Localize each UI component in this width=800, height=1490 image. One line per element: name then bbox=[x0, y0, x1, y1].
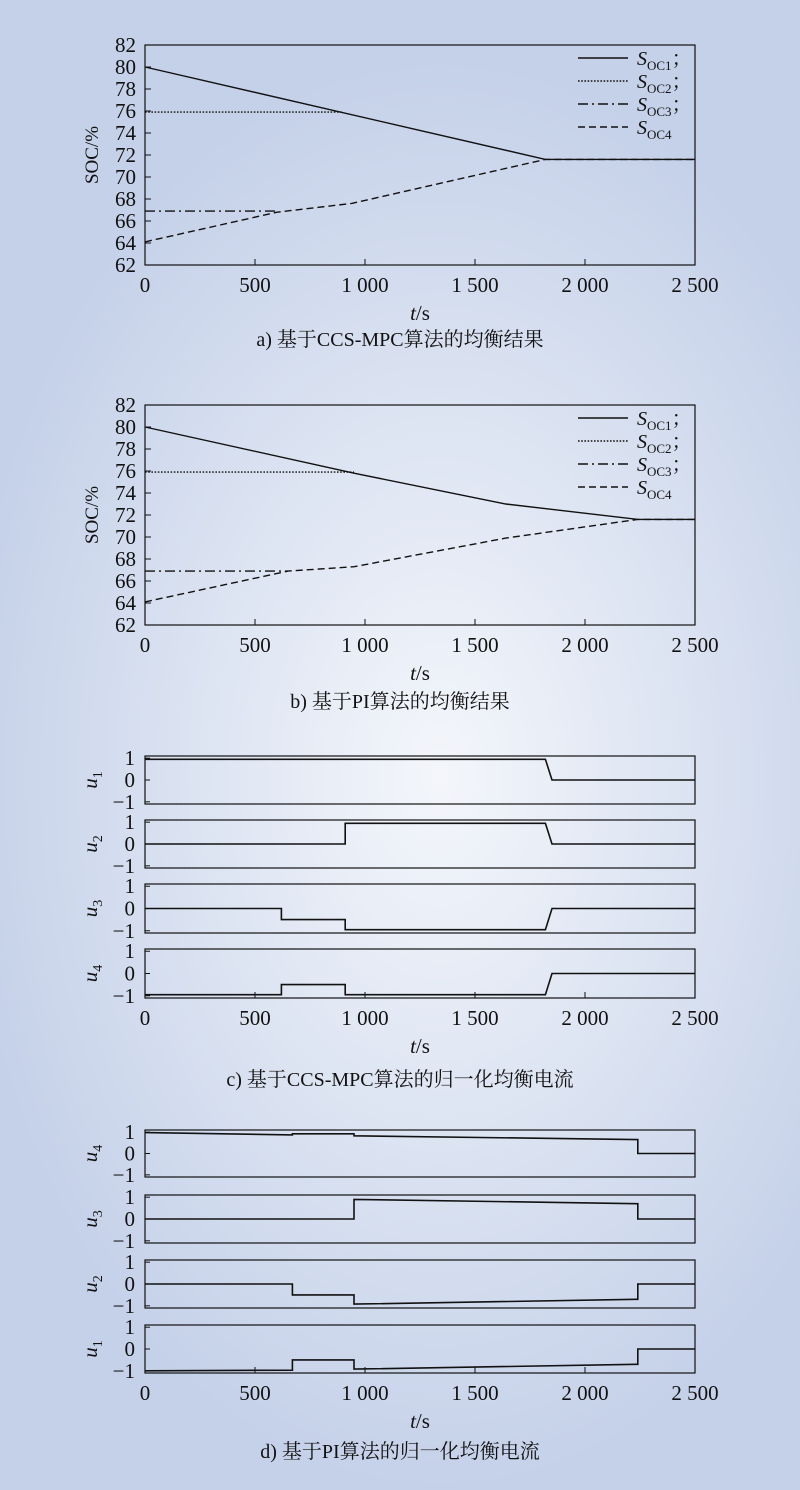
y-tick-label: 1 bbox=[124, 1250, 135, 1275]
y-tick-label: 66 bbox=[115, 569, 136, 593]
series-line-oc1 bbox=[145, 67, 695, 159]
current-line bbox=[145, 909, 695, 930]
y-tick-label: 1 bbox=[124, 939, 135, 964]
current-panel-2 bbox=[78, 746, 695, 1091]
y-tick-label: 68 bbox=[115, 187, 136, 211]
legend-label: $S_{OC1}$； bbox=[637, 48, 692, 73]
y-tick-label: 0 bbox=[124, 896, 135, 921]
y-tick-label: 1 bbox=[124, 1120, 135, 1145]
x-tick-label: 0 bbox=[139, 1381, 151, 1405]
series-line-oc4 bbox=[145, 159, 695, 242]
y-tick-label: 1 bbox=[124, 874, 135, 899]
y-tick-label: 66 bbox=[115, 209, 136, 233]
series-line-oc1 bbox=[145, 427, 695, 519]
y-tick-label: −1 bbox=[112, 789, 135, 814]
subplot-u1 bbox=[78, 746, 695, 814]
y-tick-label: 0 bbox=[124, 961, 135, 986]
y-tick-label: 78 bbox=[115, 77, 136, 101]
y-tick-label: 1 bbox=[124, 746, 135, 771]
plot-frame bbox=[145, 405, 695, 625]
y-axis-label: SOC/% bbox=[82, 485, 103, 545]
y-tick-label: 64 bbox=[115, 231, 136, 255]
y-tick-label: 82 bbox=[115, 33, 136, 57]
legend-label: $S_{OC4}$ bbox=[637, 477, 672, 502]
legend-label: $S_{OC2}$； bbox=[637, 71, 692, 96]
x-tick-label: 0 bbox=[139, 273, 151, 297]
y-tick-label: −1 bbox=[112, 1293, 135, 1318]
y-tick-label: −1 bbox=[112, 918, 135, 943]
x-tick-label: 1 000 bbox=[341, 1381, 389, 1405]
y-tick-label: 78 bbox=[115, 437, 136, 461]
x-axis-label: t/s bbox=[410, 1034, 430, 1058]
y-tick-label: −1 bbox=[112, 983, 135, 1008]
current-line bbox=[145, 1349, 695, 1371]
x-tick-label: 2 500 bbox=[671, 633, 719, 657]
subplot-u2 bbox=[78, 810, 695, 878]
y-tick-label: 76 bbox=[115, 459, 136, 483]
subplot-u4 bbox=[78, 1120, 695, 1187]
current-line bbox=[145, 1199, 695, 1219]
x-tick-label: 0 bbox=[139, 1006, 151, 1030]
x-tick-label: 1 500 bbox=[451, 1381, 499, 1405]
chart-caption: a) 基于CCS-MPC算法的均衡结果 bbox=[256, 329, 544, 351]
subplot-u2 bbox=[78, 1250, 695, 1318]
y-axis-label: $u_2$ bbox=[78, 1275, 106, 1293]
x-tick-label: 2 000 bbox=[561, 633, 609, 657]
y-tick-label: 70 bbox=[115, 165, 136, 189]
y-tick-label: 70 bbox=[115, 525, 136, 549]
x-axis-label: t/s bbox=[410, 1409, 430, 1433]
legend-label: $S_{OC4}$ bbox=[637, 117, 672, 142]
y-tick-label: 74 bbox=[115, 481, 136, 505]
y-axis-label: $u_1$ bbox=[78, 1340, 106, 1358]
y-tick-label: 0 bbox=[124, 768, 135, 792]
x-tick-label: 1 500 bbox=[451, 273, 499, 297]
y-tick-label: 1 bbox=[124, 1315, 135, 1340]
y-tick-label: 0 bbox=[124, 1207, 135, 1231]
y-axis-label: $u_3$ bbox=[78, 1210, 106, 1228]
x-tick-label: 1 500 bbox=[451, 633, 499, 657]
y-tick-label: 0 bbox=[124, 1272, 135, 1296]
y-tick-label: 74 bbox=[115, 121, 136, 145]
soc-panel-1 bbox=[82, 393, 695, 713]
legend-label: $S_{OC3}$； bbox=[637, 94, 692, 119]
y-axis-label: SOC/% bbox=[82, 125, 103, 185]
y-tick-label: −1 bbox=[112, 1162, 135, 1187]
subplot-u1 bbox=[78, 1315, 695, 1383]
x-tick-label: 500 bbox=[239, 273, 271, 297]
y-tick-label: −1 bbox=[112, 1228, 135, 1253]
y-tick-label: 72 bbox=[115, 143, 136, 167]
soc-panel-0 bbox=[82, 33, 695, 351]
chart-caption: b) 基于PI算法的均衡结果 bbox=[290, 691, 510, 713]
plot-frame bbox=[145, 45, 695, 265]
y-tick-label: 62 bbox=[115, 613, 136, 637]
plot-frame bbox=[145, 1325, 695, 1373]
current-line bbox=[145, 759, 695, 780]
y-tick-label: 68 bbox=[115, 547, 136, 571]
x-tick-label: 2 000 bbox=[561, 1381, 609, 1405]
y-tick-label: 0 bbox=[124, 832, 135, 856]
current-line bbox=[145, 974, 695, 995]
subplot-u3 bbox=[78, 1185, 695, 1253]
y-tick-label: 62 bbox=[115, 253, 136, 277]
x-tick-label: 2 000 bbox=[561, 273, 609, 297]
legend-label: $S_{OC1}$； bbox=[637, 408, 692, 433]
current-panel-3 bbox=[78, 1120, 695, 1463]
chart-caption: c) 基于CCS-MPC算法的归一化均衡电流 bbox=[226, 1069, 574, 1091]
y-tick-label: 0 bbox=[124, 1141, 135, 1166]
y-tick-label: 80 bbox=[115, 55, 136, 79]
x-tick-label: 1 500 bbox=[451, 1006, 499, 1030]
x-tick-label: 500 bbox=[239, 1381, 271, 1405]
current-line bbox=[145, 823, 695, 844]
y-axis-label: $u_4$ bbox=[78, 1144, 106, 1163]
current-line bbox=[145, 1133, 695, 1154]
y-axis-label: $u_1$ bbox=[78, 771, 106, 789]
chart-caption: d) 基于PI算法的归一化均衡电流 bbox=[260, 1441, 540, 1463]
y-tick-label: 76 bbox=[115, 99, 136, 123]
x-tick-label: 2 000 bbox=[561, 1006, 609, 1030]
subplot-u3 bbox=[78, 874, 695, 943]
x-tick-label: 2 500 bbox=[671, 1381, 719, 1405]
x-axis-label: t/s bbox=[410, 661, 430, 685]
y-tick-label: 80 bbox=[115, 415, 136, 439]
x-tick-label: 1 000 bbox=[341, 273, 389, 297]
y-tick-label: 0 bbox=[124, 1337, 135, 1361]
x-tick-label: 0 bbox=[139, 633, 151, 657]
y-axis-label: $u_2$ bbox=[78, 835, 106, 853]
y-tick-label: 64 bbox=[115, 591, 136, 615]
series-line-oc4 bbox=[145, 519, 695, 602]
y-tick-label: −1 bbox=[112, 853, 135, 878]
subplot-u4 bbox=[78, 939, 695, 1008]
y-tick-label: 1 bbox=[124, 810, 135, 835]
x-tick-label: 2 500 bbox=[671, 1006, 719, 1030]
x-tick-label: 2 500 bbox=[671, 273, 719, 297]
legend-label: $S_{OC3}$； bbox=[637, 454, 692, 479]
y-tick-label: −1 bbox=[112, 1358, 135, 1383]
y-tick-label: 1 bbox=[124, 1185, 135, 1210]
y-axis-label: $u_3$ bbox=[78, 899, 106, 918]
current-line bbox=[145, 1284, 695, 1304]
x-axis-label: t/s bbox=[410, 301, 430, 325]
y-tick-label: 82 bbox=[115, 393, 136, 417]
x-tick-label: 1 000 bbox=[341, 1006, 389, 1030]
x-tick-label: 500 bbox=[239, 1006, 271, 1030]
x-tick-label: 500 bbox=[239, 633, 271, 657]
x-tick-label: 1 000 bbox=[341, 633, 389, 657]
y-axis-label: $u_4$ bbox=[78, 964, 106, 983]
legend-label: $S_{OC2}$； bbox=[637, 431, 692, 456]
y-tick-label: 72 bbox=[115, 503, 136, 527]
